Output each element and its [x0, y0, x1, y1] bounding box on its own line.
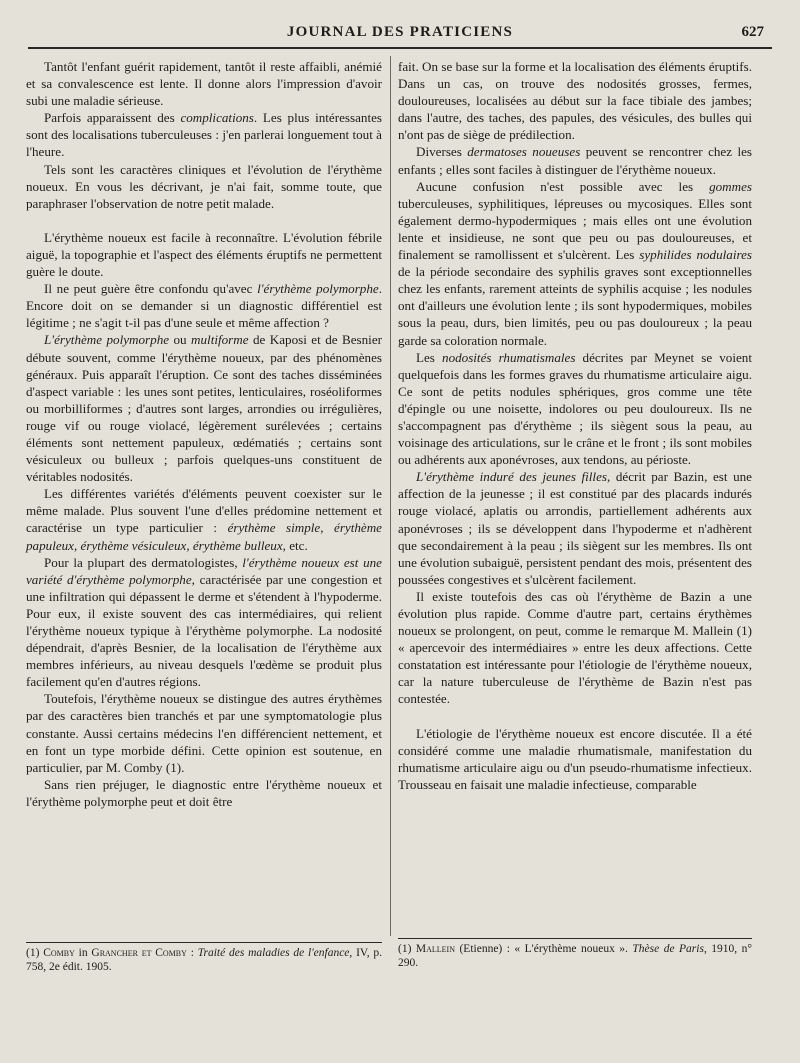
paragraph: Sans rien préjuger, le diagnostic entre l'érythème noueux et l'érythème polymorphe peut et doit être	[26, 776, 382, 809]
left-column	[26, 58, 382, 810]
paragraph: Les nodosités rhumatismales décrites par Meynet se voient quelquefois dans les formes graves du rhumatisme articulaire aigu. Ce sont de petits nodules sphériques, gros comme une tête d'épingle ou une noisette, indolores ou peu douloureux. Ils ne s'accompagnent pas d'érythème ; ils siègent sous la peau, au voisinage des articulations, sur le crâne et le front ; ils sont mobiles ou adhérents aux aponévroses, aux tendons, au périoste.	[398, 349, 752, 468]
right-column	[398, 58, 752, 793]
paragraph: L'érythème noueux est facile à reconnaître. L'évolution fébrile aiguë, la topographie et l'aspect des éléments éruptifs ne permettent guère le doute.	[26, 229, 382, 280]
paragraph: Tels sont les caractères cliniques et l'évolution de l'érythème noueux. En vous les décrivant, je n'ai fait, somme toute, que paraphraser l'observation de notre petit malade.	[26, 161, 382, 211]
paragraph: Toutefois, l'érythème noueux se distingue des autres érythèmes par des caractères bien tranchés et par une symptomatologie plus constante. Aussi certains médecins l'en différencient nettement, et en font un type morbide défini. Cette opinion est soutenue, en particulier, par M. Comby (1).	[26, 691, 382, 775]
footnote-left: (1) Comby in Grancher et Comby : Traité des maladies de l'enfance, IV, p. 758, 2e édit. 1905.	[26, 947, 383, 973]
paragraph: Aucune confusion n'est possible avec les gommes tuberculeuses, syphilitiques, lépreuses ou mycosiques. Elles sont également dermo-hypodermiques ; mais elles ont une évolution lente et insidieuse, ne sont que peu ou pas douloureuses, et finalement se ramollissent et s'ulcèrent. Les syphilides nodulaires de la période secondaire des syphilis graves sont exceptionnelles chez les enfants, rarement atteints de syphilis acquise ; les nodules ont d'ailleurs une évolution lente ; ils sont hypodermiques, mobiles sous la peau, durs, bien limités, peu ou pas douloureux ; la peau garde sa coloration normale.	[398, 178, 752, 348]
paragraph: L'érythème induré des jeunes filles, décrit par Bazin, est une affection de la jeunesse ; il est constitué par des placards indurés rouge violacé, aplatis ou arrondis, partiellement adhérents aux aponévroses ; ils se développent dans l'hypoderme et n'adhèrent que secondairement à la peau ; ils siègent sur les membres. Ils ont une évolution subaiguë, persistent pendant des mois, présentent des poussées congestives et s'ulcèrent facilement.	[398, 469, 752, 587]
paragraph: L'étiologie de l'érythème noueux est encore discutée. Il a été considéré comme une maladie rhumatismale, manifestation du rhumatisme articulaire aigu ou d'un pseudo-rhumatisme infectieux. Trousseau en faisait une maladie infectieuse, comparable	[398, 725, 752, 792]
paragraph: Les différentes variétés d'éléments peuvent coexister sur le même malade. Plus souvent l'une d'elles prédomine nettement et caractérise un type particulier : érythème simple, érythème papuleux, érythème vésiculeux, érythème bulleux, etc.	[26, 486, 382, 553]
paragraph: Il ne peut guère être confondu qu'avec l'érythème polymorphe. Encore doit on se demander si un diagnostic différentiel est légitime ; ne s'agit t-il pas d'une seule et même affection ?	[26, 281, 382, 331]
running-header	[28, 24, 772, 48]
paragraph: Diverses dermatoses noueuses peuvent se rencontrer chez les enfants ; elles sont faciles à distinguer de l'érythème noueux.	[398, 144, 753, 177]
footnote-right: (1) Mallein (Etienne) : « L'érythème noueux ». Thèse de Paris, 1910, n° 290.	[398, 943, 752, 969]
footnote-rule	[398, 938, 752, 939]
footnote-rule	[26, 942, 382, 943]
column-divider	[390, 56, 391, 936]
header-rule	[28, 47, 772, 49]
paragraph: Il existe toutefois des cas où l'érythème de Bazin a une évolution plus rapide. Comme d'autre part, certains érythèmes noueux se prolongent, on peut, comme le remarque M. Mallein (1) « apercevoir des intermédiaires » entre les deux affections. Cette constatation est intéressante pour l'étiologie de l'érythème noueux, car la nature tuberculeuse de l'érythème de Bazin n'est pas contestée.	[398, 588, 752, 707]
paragraph: Parfois apparaissent des complications. Les plus intéressantes sont des localisations tuberculeuses : j'en parlerai longuement tout à l'heure.	[26, 110, 382, 160]
paragraph: L'érythème polymorphe ou multiforme de Kaposi et de Besnier débute souvent, comme l'érythème noueux, par des phénomènes généraux. Puis apparaît l'éruption. Ce sont des taches disséminées d'aspect variable : les unes sont petites, lenticulaires, roséoliformes ou morbilliformes ; d'autres sont larges, arrondies ou irrégulières, rouge vif ou rouge violacé, légèrement surélevées ; certains éléments sont nettement papuleux, œdématiés ; certains sont vésiculeux ou bulleux ; parfois quelques-uns constituent de véritables nodosités.	[26, 332, 382, 485]
paragraph: fait. On se base sur la forme et la localisation des éléments éruptifs. Dans un cas, on trouve des nodosités grosses, fermes, douloureuses, localisées au début sur la face tibiale des jambes; dans l'autre, des taches, des papules, des vésicules, des bulles qui n'ont pas de siège de prédilection.	[398, 59, 752, 143]
paragraph: Tantôt l'enfant guérit rapidement, tantôt il reste affaibli, anémié et sa convalescence est lente. Il donne alors l'impression d'avoir subi une maladie sérieuse.	[26, 59, 382, 109]
paragraph: Pour la plupart des dermatologistes, l'érythème noueux est une variété d'érythème polymorphe, caractérisée par une congestion et une infiltration qui dépassent le derme et s'étendent à l'hypoderme. Pour eux, il existe souvent des cas intermédiaires, qui relient l'érythème noueux typique à l'érythème polymorphe. La nodosité dépendrait, d'après Besnier, de la localisation de l'érythème aux membres inférieurs, au niveau desquels l'œdème se produit plus facilement qu'en d'autres régions.	[26, 554, 383, 690]
page-number: 627	[741, 24, 764, 40]
journal-title: JOURNAL DES PRATICIENS	[286, 24, 514, 40]
